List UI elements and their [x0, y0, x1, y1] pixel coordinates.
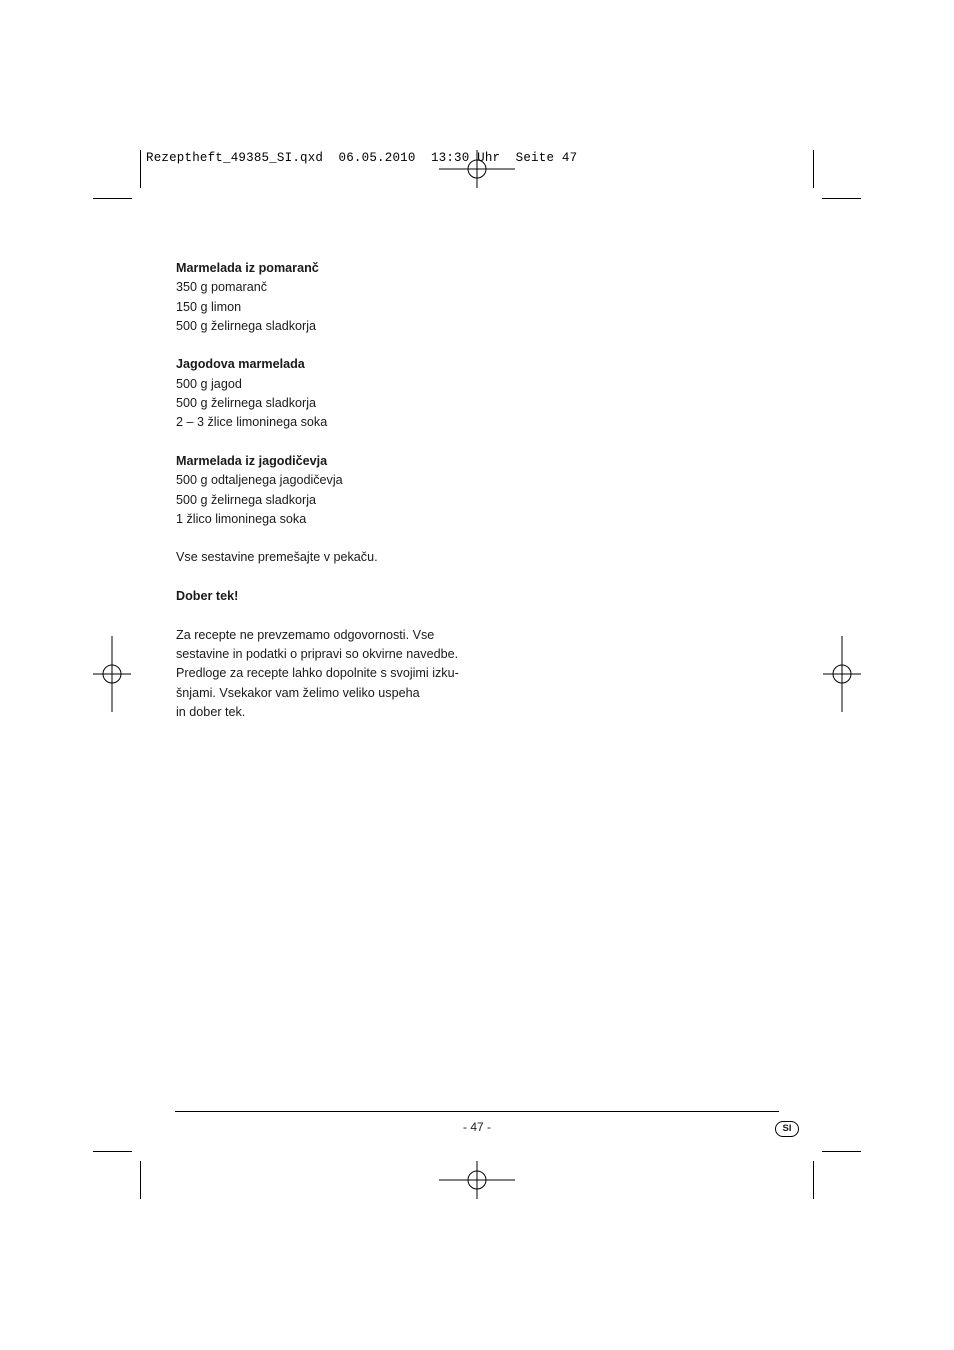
print-slug: Rezeptheft_49385_SI.qxd 06.05.2010 13:30 Uhr Seite 47	[146, 151, 578, 165]
recipe-title: Marmelada iz jagodičevja	[176, 453, 328, 468]
registration-mark-icon	[439, 1142, 515, 1218]
crop-mark	[822, 198, 861, 199]
disclaimer-line: sestavine in podatki o pripravi so okvirne navedbe.	[176, 646, 459, 661]
crop-mark	[813, 1161, 814, 1199]
disclaimer-line: Za recepte ne prevzemamo odgovornosti. Vse	[176, 627, 435, 642]
recipe-block	[176, 259, 476, 336]
ingredient-line: 150 g limon	[176, 299, 242, 314]
registration-mark-icon	[439, 131, 515, 207]
crop-mark	[140, 1161, 141, 1199]
crop-mark	[93, 1151, 132, 1152]
language-badge: SI	[775, 1121, 799, 1137]
page-number: - 47 -	[462, 1120, 491, 1134]
ingredient-line: 500 g želirnega sladkorja	[176, 492, 317, 507]
recipe-title: Marmelada iz pomaranč	[176, 261, 319, 275]
disclaimer-line: Predloge za recepte lahko dopolnite s svojimi izku-	[176, 666, 459, 681]
disclaimer-line: šnjami. Vsekakor vam želimo veliko uspeha	[176, 685, 420, 700]
crop-mark	[140, 150, 141, 188]
ingredient-line: 1 žlico limoninega soka	[176, 511, 307, 526]
ingredient-line: 500 g želirnega sladkorja	[176, 396, 317, 411]
registration-mark-icon	[804, 636, 880, 712]
registration-mark-icon	[74, 636, 150, 712]
instruction-text: Vse sestavine premešajte v pekaču.	[176, 550, 378, 565]
disclaimer-line: in dober tek.	[176, 704, 246, 719]
footer-rule	[175, 1111, 779, 1112]
crop-mark	[93, 198, 132, 199]
ingredient-line: 500 g jagod	[176, 376, 242, 391]
recipe-block	[176, 452, 476, 529]
recipe-block	[176, 355, 476, 432]
ingredient-line: 500 g odtaljenega jagodičevja	[176, 473, 343, 488]
crop-mark	[822, 1151, 861, 1152]
closing-heading: Dober tek!	[176, 589, 239, 604]
recipe-content	[176, 259, 476, 722]
ingredient-line: 500 g želirnega sladkorja	[176, 318, 317, 333]
ingredient-line: 350 g pomaranč	[176, 280, 268, 295]
disclaimer-paragraph	[176, 626, 476, 722]
crop-mark	[813, 150, 814, 188]
ingredient-line: 2 – 3 žlice limoninega soka	[176, 415, 328, 430]
recipe-title: Jagodova marmelada	[176, 357, 305, 372]
